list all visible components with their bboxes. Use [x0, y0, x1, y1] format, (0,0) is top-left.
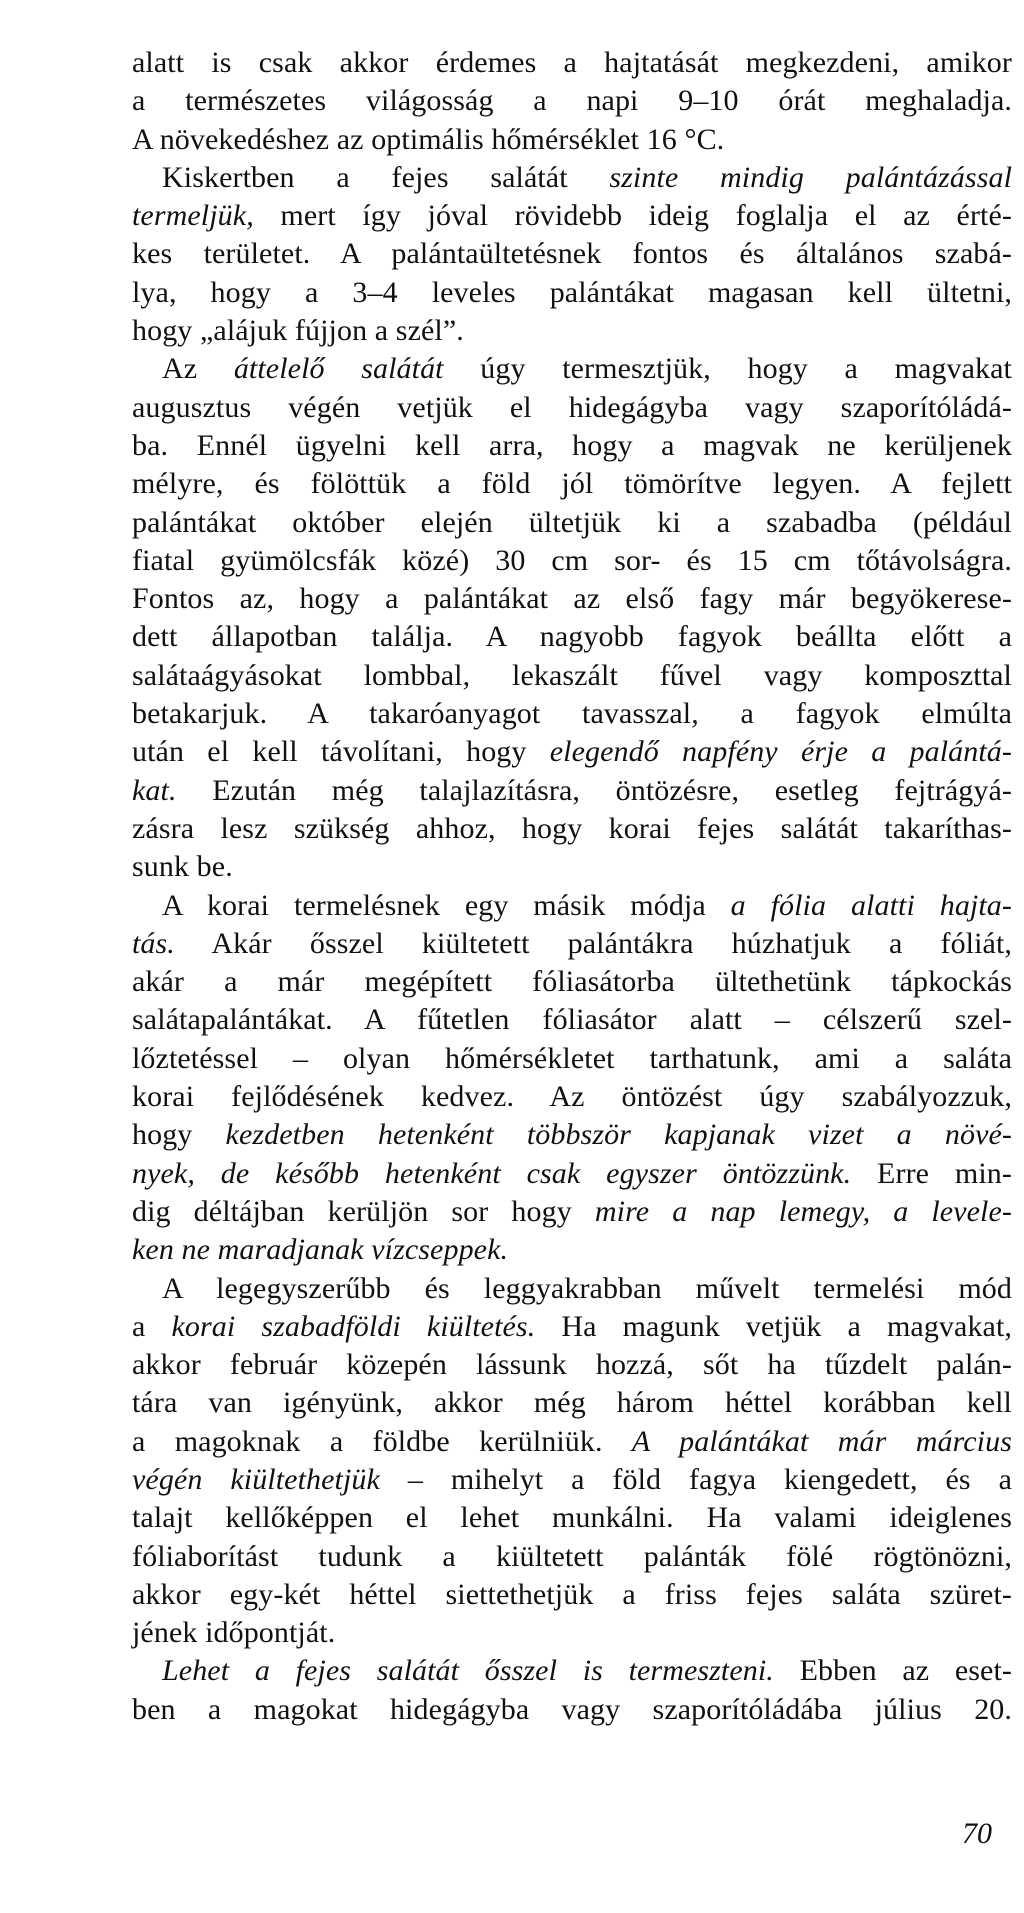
- text-segment: hogy: [132, 1118, 226, 1152]
- italic-segment: A palántákat már március: [631, 1424, 1012, 1458]
- text-segment: korai fejlődésének kedvez. Az öntözést úgy szabályozzuk,: [132, 1080, 1012, 1114]
- text-segment: Kiskertben a fejes salátát: [162, 160, 610, 194]
- text-segment: salátapalántákat. A fűtetlen fóliasátor alatt – célszerű szel-: [132, 1003, 1012, 1037]
- text-segment: A legegyszerűbb és leggyakrabban művelt termelési mód: [162, 1271, 1012, 1305]
- text-line: [132, 427, 1012, 465]
- text-line: [132, 963, 1012, 1001]
- text-line: [132, 82, 1012, 120]
- text-line: [132, 1423, 1012, 1461]
- text-segment: ben a magokat hidegágyba vagy szaporítóládába július 20.: [132, 1692, 1012, 1726]
- text-line: [132, 465, 1012, 503]
- text-segment: fiatal gyümölcsfák közé) 30 cm sor- és 15 cm tőtávolságra.: [132, 543, 1012, 577]
- text-segment: Ebben az eset-: [773, 1654, 1012, 1688]
- text-segment: A korai termelésnek egy másik módja: [162, 888, 731, 922]
- text-line: [132, 1231, 1012, 1269]
- text-segment: után el kell távolítani, hogy: [132, 735, 550, 769]
- text-segment: Az: [162, 352, 234, 386]
- text-line: [132, 1691, 1012, 1729]
- text-line: [132, 542, 1012, 580]
- text-segment: augusztus végén vetjük el hidegágyba vagy szaporítóládá-: [132, 390, 1012, 424]
- text-line: [132, 312, 1012, 350]
- text-segment: akkor egy-két héttel siettethetjük a friss fejes saláta szüret-: [132, 1577, 1012, 1611]
- text-line: [132, 1270, 1012, 1308]
- text-segment: ba. Ennél ügyelni kell arra, hogy a magvak ne kerüljenek: [132, 428, 1012, 462]
- italic-segment: ken ne maradjanak vízcseppek.: [132, 1233, 509, 1267]
- text-line: [132, 235, 1012, 273]
- text-segment: Akár ősszel kiültetett palántákra húzhatjuk a fóliát,: [174, 926, 1012, 960]
- text-line: [132, 159, 1012, 197]
- italic-segment: szinte mindig palántázással: [609, 160, 1013, 194]
- text-segment: dig déltájban kerüljön sor hogy: [132, 1194, 595, 1228]
- text-line: [132, 1499, 1012, 1537]
- text-line: [132, 925, 1012, 963]
- text-segment: talajt kellőképpen el lehet munkálni. Ha valami ideiglenes: [132, 1501, 1012, 1535]
- text-segment: sunk be.: [132, 850, 233, 884]
- text-line: [132, 389, 1012, 427]
- text-segment: tára van igényünk, akkor még három héttel korábban kell: [132, 1386, 1012, 1420]
- text-line: [132, 772, 1012, 810]
- italic-segment: Lehet a fejes salátát ősszel is termeszteni.: [162, 1654, 774, 1688]
- text-segment: lya, hogy a 3–4 leveles palántákat magasan kell ültetni,: [132, 275, 1012, 309]
- italic-segment: elegendő napfény érje a palántá-: [549, 735, 1012, 769]
- text-line: [132, 1576, 1012, 1614]
- text-line: [132, 580, 1012, 618]
- text-segment: Erre min-: [851, 1156, 1012, 1190]
- text-segment: a: [132, 1309, 172, 1343]
- text-line: [132, 1155, 1012, 1193]
- page-number: 70: [962, 1817, 992, 1850]
- italic-segment: áttelelő salátát: [233, 352, 444, 386]
- text-line: [132, 1346, 1012, 1384]
- text-segment: lőztetéssel – olyan hőmérsékletet tarthatunk, ami a saláta: [132, 1041, 1012, 1075]
- text-segment: palántákat október elején ültetjük ki a szabadba (például: [132, 505, 1012, 539]
- text-line: [132, 121, 1012, 159]
- text-segment: zásra lesz szükség ahhoz, hogy korai fejes salátát takaríthas-: [132, 811, 1012, 845]
- text-segment: fóliaborítást tudunk a kiültetett palánták fölé rögtönözni,: [132, 1539, 1012, 1573]
- text-line: [132, 1116, 1012, 1154]
- italic-segment: végén kiültethetjük: [132, 1462, 380, 1496]
- text-segment: betakarjuk. A takaróanyagot tavasszal, a fagyok elmúlta: [132, 697, 1012, 731]
- text-segment: hogy „alájuk fújjon a szél”.: [132, 314, 464, 348]
- text-line: [132, 810, 1012, 848]
- text-line: [132, 350, 1012, 388]
- text-line: [132, 695, 1012, 733]
- text-segment: a magoknak a földbe kerülniük.: [132, 1424, 632, 1458]
- italic-segment: termeljük,: [132, 199, 254, 233]
- text-segment: dett állapotban találja. A nagyobb fagyok beállta előtt a: [132, 620, 1012, 654]
- body-text: [132, 44, 1012, 1729]
- text-line: [132, 1078, 1012, 1116]
- text-segment: úgy termesztjük, hogy a magvakat: [443, 352, 1012, 386]
- text-line: [132, 657, 1012, 695]
- text-segment: Fontos az, hogy a palántákat az első fagy már begyökerese-: [132, 582, 1012, 616]
- text-line: [132, 504, 1012, 542]
- text-segment: A növekedéshez az optimális hőmérséklet 16 °C.: [132, 122, 725, 156]
- text-line: [132, 618, 1012, 656]
- text-segment: Ezután még talajlazításra, öntözésre, esetleg fejtrágyá-: [176, 773, 1012, 807]
- text-line: [132, 1308, 1012, 1346]
- text-line: [132, 1538, 1012, 1576]
- text-segment: mélyre, és fölöttük a föld jól tömörítve legyen. A fejlett: [132, 467, 1012, 501]
- italic-segment: a fólia alatti hajta-: [730, 888, 1012, 922]
- text-line: [132, 44, 1012, 82]
- italic-segment: korai szabadföldi kiültetés.: [171, 1309, 536, 1343]
- text-segment: salátaágyásokat lombbal, lekaszált fűvel vagy komposzttal: [132, 658, 1012, 692]
- text-line: [132, 848, 1012, 886]
- text-line: [132, 733, 1012, 771]
- text-segment: akár a már megépített fóliasátorba ültethetünk tápkockás: [132, 965, 1012, 999]
- italic-segment: kezdetben hetenként többször kapjanak vizet a növé-: [225, 1118, 1012, 1152]
- text-segment: akkor február közepén lássunk hozzá, sőt ha tűzdelt palán-: [132, 1348, 1012, 1382]
- italic-segment: mire a nap lemegy, a levele-: [594, 1194, 1012, 1228]
- text-line: [132, 274, 1012, 312]
- italic-segment: nyek, de később hetenként csak egyszer öntözzünk.: [132, 1156, 852, 1190]
- text-line: [132, 1040, 1012, 1078]
- text-segment: jének időpontját.: [132, 1616, 336, 1650]
- text-line: [132, 1384, 1012, 1422]
- text-line: [132, 197, 1012, 235]
- text-line: [132, 1001, 1012, 1039]
- text-segment: Ha magunk vetjük a magvakat,: [535, 1309, 1012, 1343]
- italic-segment: tás.: [132, 926, 175, 960]
- text-line: [132, 887, 1012, 925]
- text-segment: a természetes világosság a napi 9–10 órát meghaladja.: [132, 84, 1012, 118]
- text-line: [132, 1193, 1012, 1231]
- text-line: [132, 1614, 1012, 1652]
- text-segment: alatt is csak akkor érdemes a hajtatását megkezdeni, amikor: [132, 46, 1012, 79]
- text-segment: kes területet. A palántaültetésnek fontos és általános szabá-: [132, 237, 1012, 271]
- text-line: [132, 1652, 1012, 1690]
- text-line: [132, 1461, 1012, 1499]
- text-segment: mert így jóval rövidebb ideig foglalja el az érté-: [253, 199, 1012, 233]
- italic-segment: kat.: [132, 773, 177, 807]
- text-segment: – mihelyt a föld fagya kiengedett, és a: [379, 1462, 1012, 1496]
